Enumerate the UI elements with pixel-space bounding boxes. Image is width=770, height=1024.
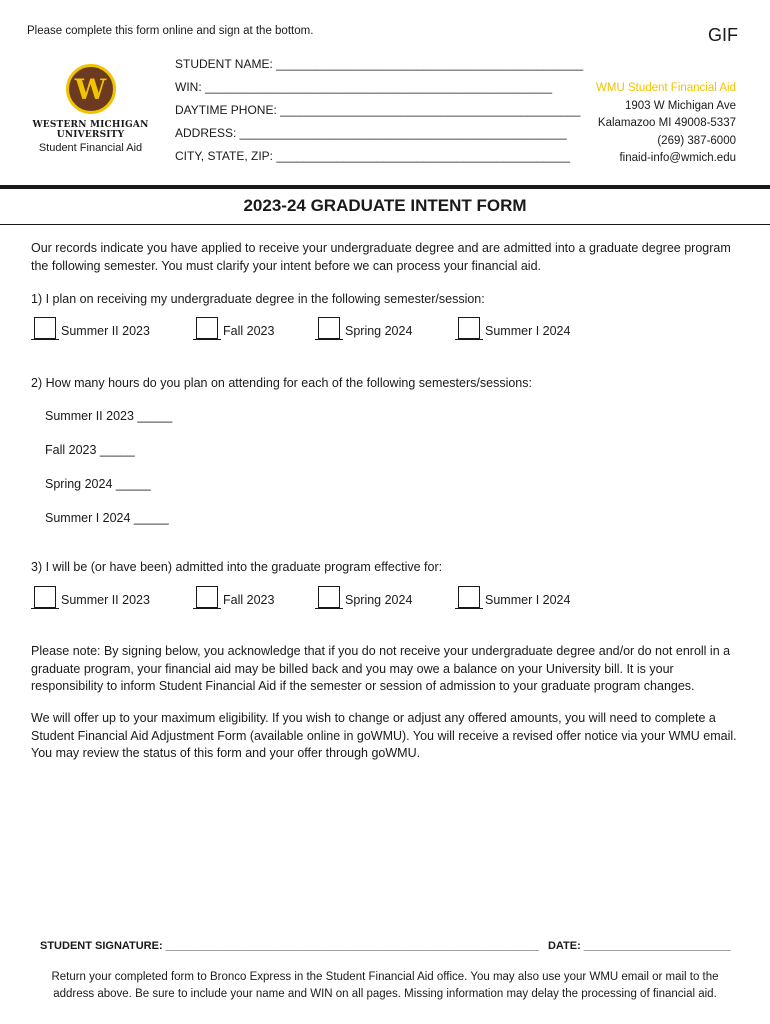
phone-field[interactable]: DAYTIME PHONE: _____________________________________________ [175, 103, 581, 117]
option-label: Fall 2023 [223, 324, 275, 338]
signature-field[interactable]: STUDENT SIGNATURE: _____________________________________________________________ [40, 940, 539, 952]
student-info-fields [175, 56, 583, 171]
footer-instructions: Return your completed form to Bronco Express in the Student Financial Aid office. You may also use your WMU email or mail to the address above. Be sure to include your name and WIN on all pages. Missing information may delay the processing of financial aid. [51, 971, 719, 1000]
office-address [596, 80, 736, 168]
option-label: Spring 2024 [345, 593, 413, 607]
checkbox[interactable] [196, 317, 218, 339]
question-3: 3) I will be (or have been) admitted into the graduate program effective for: [31, 560, 443, 574]
wmu-logo [18, 64, 163, 154]
title-divider [0, 224, 770, 225]
option-label: Summer II 2023 [61, 593, 150, 607]
office-street: 1903 W Michigan Ave [624, 99, 736, 112]
office-name: WMU Student Financial Aid [596, 82, 736, 94]
hours-summer-i[interactable]: Summer I 2024 _____ [45, 511, 169, 525]
wmu-logo-icon [66, 64, 116, 114]
page-title: 2023-24 GRADUATE INTENT FORM [243, 196, 527, 215]
form-instruction: Please complete this form online and sign at the bottom. [27, 25, 314, 37]
option-label: Spring 2024 [345, 324, 413, 338]
address-field[interactable]: ADDRESS: _________________________________________________ [175, 126, 567, 140]
student-name-field[interactable]: STUDENT NAME: ______________________________________________ [175, 57, 584, 71]
city-state-zip-field[interactable]: CITY, STATE, ZIP: ____________________________________________ [175, 149, 570, 163]
office-city: Kalamazoo MI 49008-5337 [597, 117, 736, 129]
option-label: Summer II 2023 [61, 324, 150, 338]
billing-note: Please note: By signing below, you acknowledge that if you do not receive your undergraduate degree and/or do not enroll in a graduate program, your financial aid may be billed back and you may owe a balance on your University bill. It is your responsibility to inform Student Financial Aid if the semester or session of admission to your graduate program changes. [31, 644, 731, 693]
question-2: 2) How many hours do you plan on attending for each of the following semesters/sessions: [31, 376, 532, 390]
option-label: Fall 2023 [223, 593, 275, 607]
logo-university-name: WESTERN MICHIGAN UNIVERSITY [32, 120, 149, 140]
checkbox[interactable] [318, 586, 340, 608]
checkbox[interactable] [34, 317, 56, 339]
checkbox[interactable] [318, 317, 340, 339]
question-1: 1) I plan on receiving my undergraduate degree in the following semester/session: [31, 292, 485, 306]
hours-spring[interactable]: Spring 2024 _____ [45, 477, 151, 491]
win-field[interactable]: WIN: ____________________________________________________ [175, 80, 553, 94]
question-2-hours [45, 409, 172, 545]
checkbox[interactable] [458, 586, 480, 608]
checkbox[interactable] [458, 317, 480, 339]
form-code: GIF [708, 25, 738, 45]
checkbox[interactable] [34, 586, 56, 608]
logo-letter: W [74, 73, 107, 106]
intro-paragraph: Our records indicate you have applied to receive your undergraduate degree and are admitted into a graduate degree program the following semester. You must clarify your intent before we can process your financial aid. [31, 241, 731, 273]
date-field[interactable]: DATE: ________________________ [547, 940, 731, 952]
office-phone: (269) 387-6000 [657, 134, 736, 147]
hours-summer-ii[interactable]: Summer II 2023 _____ [45, 409, 173, 423]
checkbox[interactable] [196, 586, 218, 608]
option-label: Summer I 2024 [485, 324, 571, 338]
office-email: finaid-info@wmich.edu [619, 152, 736, 164]
offer-note: We will offer up to your maximum eligibility. If you wish to change or adjust any offered amounts, you will need to complete a Student Financial Aid Adjustment Form (available online in goWMU). You will receive a revised offer notice via your WMU email. You may review the status of this form and your offer through goWMU. [31, 711, 737, 760]
signature-line[interactable] [40, 940, 731, 952]
hours-fall[interactable]: Fall 2023 _____ [45, 443, 135, 457]
option-label: Summer I 2024 [485, 593, 571, 607]
header-divider [0, 185, 770, 189]
logo-department: Student Financial Aid [38, 142, 143, 154]
